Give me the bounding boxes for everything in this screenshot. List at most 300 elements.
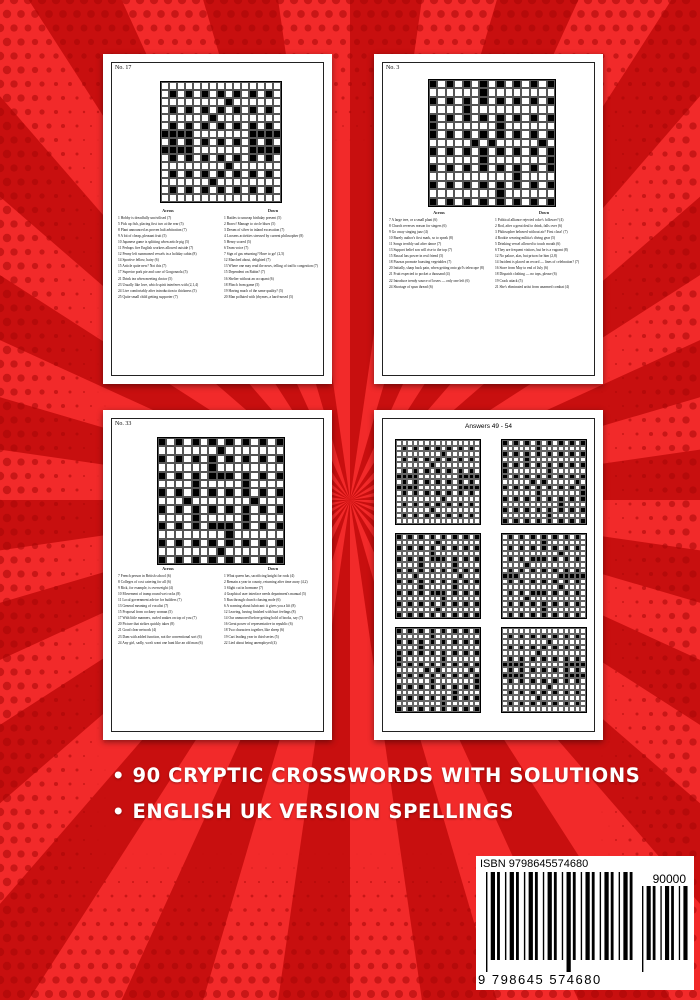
halftone-dot [17, 458, 24, 465]
halftone-dot [622, 657, 624, 659]
halftone-dot [676, 431, 682, 437]
barcode-bar [535, 872, 538, 960]
halftone-dot [102, 935, 107, 940]
halftone-dot [353, 990, 361, 998]
halftone-dot [507, 10, 515, 18]
halftone-dot [98, 560, 99, 561]
grid-square [265, 98, 273, 106]
halftone-dot [54, 278, 58, 282]
clue: 24 Live comfortably after introduction to thickness (5) [118, 288, 197, 293]
clue: 18 Two characters together, like sheep (6) [224, 628, 285, 633]
halftone-dot [675, 990, 683, 998]
halftone-dot [334, 922, 338, 926]
clue: 4 Loosens activities stressed by current philosopher (8) [224, 233, 304, 238]
halftone-dot [32, 655, 38, 661]
halftone-dot [326, 39, 332, 45]
grid-square [538, 105, 546, 113]
halftone-dot [39, 529, 44, 534]
halftone-dot [655, 249, 660, 254]
halftone-dot [363, 111, 365, 113]
black-square [225, 455, 233, 463]
halftone-dot [143, 10, 151, 18]
halftone-dot [39, 921, 44, 926]
black-square [208, 455, 216, 463]
black-square [547, 114, 555, 122]
barcode-bar [533, 872, 534, 960]
grid-square [233, 146, 241, 154]
halftone-dot [39, 417, 44, 422]
halftone-dot [382, 935, 387, 940]
grid-square [169, 162, 177, 170]
halftone-dot [214, 935, 219, 940]
halftone-dot [633, 10, 641, 18]
black-square [479, 198, 487, 206]
barcode-bar [519, 872, 523, 960]
halftone-dot [54, 166, 58, 170]
grid-square [259, 547, 267, 555]
halftone-dot [17, 682, 24, 689]
halftone-dot [649, 152, 653, 156]
halftone-dot [98, 168, 99, 169]
barcode-bar [557, 872, 561, 960]
grid-square [161, 194, 169, 202]
halftone-dot [682, 304, 689, 311]
barcode-bar [486, 872, 487, 972]
halftone-dot [328, 881, 330, 883]
halftone-dot [3, 262, 11, 270]
halftone-dot [249, 25, 256, 32]
black-square [463, 105, 471, 113]
halftone-dot [669, 809, 675, 815]
halftone-dot [669, 417, 675, 423]
black-square [479, 147, 487, 155]
grid-square [217, 98, 225, 106]
halftone-dot [669, 837, 675, 843]
halftone-dot [682, 108, 689, 115]
halftone-dot [676, 739, 682, 745]
halftone-dot [661, 10, 669, 18]
grid-square [488, 164, 496, 172]
black-square [185, 106, 193, 114]
clue: 15 Proposal from cockney woman (5) [118, 610, 173, 615]
halftone-dot [90, 293, 92, 295]
halftone-dot [615, 419, 617, 421]
grid-square [175, 530, 183, 538]
halftone-dot [348, 82, 352, 86]
halftone-dot [655, 221, 660, 226]
halftone-dot [641, 53, 646, 58]
halftone-dot [10, 304, 17, 311]
halftone-dot [46, 487, 51, 492]
black-square [169, 122, 177, 130]
halftone-dot [615, 727, 617, 729]
halftone-dot [83, 839, 85, 841]
halftone-dot [433, 867, 434, 868]
halftone-dot [649, 96, 653, 100]
halftone-dot [25, 81, 31, 87]
halftone-dot [83, 671, 85, 673]
clue: 3 Slight cut in hormone (7) [224, 585, 264, 590]
grid-square [273, 186, 281, 194]
grid-square [538, 97, 546, 105]
grid-square [183, 505, 191, 513]
halftone-dot [628, 222, 631, 225]
halftone-dot [186, 935, 191, 940]
black-square [446, 164, 454, 172]
grid-square [250, 438, 258, 446]
grid-square [273, 170, 281, 178]
halftone-dot [203, 854, 204, 855]
barcode-bar [488, 872, 491, 972]
halftone-dot [635, 152, 638, 155]
halftone-dot [615, 699, 617, 701]
grid-square [183, 463, 191, 471]
black-square [217, 138, 225, 146]
halftone-dot [83, 419, 85, 421]
grid-square [233, 178, 241, 186]
halftone-dot [682, 444, 689, 451]
halftone-dot [83, 195, 85, 197]
halftone-dot [609, 574, 610, 575]
grid-square [193, 194, 201, 202]
halftone-dot [222, 922, 226, 926]
halftone-dot [115, 990, 123, 998]
halftone-dot [68, 670, 71, 673]
black-square [175, 472, 183, 480]
halftone-dot [32, 207, 38, 213]
halftone-dot [682, 80, 689, 87]
halftone-dot [89, 68, 94, 73]
halftone-dot [68, 390, 71, 393]
halftone-dot [68, 110, 71, 113]
barcode-bar [497, 872, 500, 960]
halftone-dot [75, 236, 78, 239]
grid-square [234, 539, 242, 547]
clue: 2 Rod, after a great deal to drink, falls over (6) [495, 223, 563, 228]
halftone-dot [32, 935, 38, 941]
halftone-dot [621, 68, 626, 73]
grid-square [183, 530, 191, 538]
barcode-bar [567, 872, 571, 972]
grid-square [249, 162, 257, 170]
grid-square [538, 189, 546, 197]
grid-square [200, 488, 208, 496]
halftone-dot [200, 935, 205, 940]
halftone-dot [682, 416, 689, 423]
halftone-dot [158, 39, 164, 45]
halftone-dot [276, 976, 283, 983]
halftone-dot [655, 585, 660, 590]
grid-square [169, 82, 177, 90]
black-square [265, 122, 273, 130]
halftone-dot [61, 740, 65, 744]
grid-square [471, 164, 479, 172]
black-square [547, 80, 555, 88]
grid-square [209, 122, 217, 130]
halftone-dot [186, 39, 192, 45]
halftone-dot [223, 895, 226, 898]
halftone-dot [25, 249, 31, 255]
halftone-dot [662, 823, 667, 828]
halftone-dot [185, 10, 193, 18]
halftone-dot [10, 752, 17, 759]
halftone-dot [90, 461, 92, 463]
grid-square [505, 88, 513, 96]
halftone-dot [39, 81, 44, 86]
halftone-dot [178, 976, 185, 983]
halftone-dot [403, 25, 410, 32]
halftone-dot [68, 306, 71, 309]
halftone-dot [270, 963, 277, 970]
halftone-dot [32, 319, 38, 325]
halftone-dot [61, 180, 65, 184]
across-heading: Across [433, 210, 445, 215]
halftone-dot [75, 712, 78, 715]
halftone-dot [54, 502, 58, 506]
halftone-dot [647, 990, 655, 998]
halftone-dot [628, 334, 631, 337]
black-square [496, 130, 504, 138]
halftone-dot [32, 739, 38, 745]
halftone-dot [689, 178, 696, 185]
halftone-dot [25, 837, 31, 843]
halftone-dot [83, 811, 85, 813]
grid-square [209, 154, 217, 162]
halftone-dot [101, 10, 109, 18]
grid-square [249, 114, 257, 122]
black-square [276, 539, 284, 547]
halftone-dot [655, 53, 660, 58]
grid-square [437, 130, 445, 138]
grid-square [580, 706, 586, 712]
halftone-dot [90, 601, 92, 603]
black-square [513, 181, 521, 189]
halftone-dot [682, 808, 689, 815]
grid-square [193, 186, 201, 194]
halftone-dot [343, 854, 344, 855]
halftone-dot [602, 812, 603, 813]
barcode-bar [552, 872, 553, 960]
halftone-dot [10, 612, 17, 619]
answer-grid [395, 439, 481, 525]
grid-square [175, 480, 183, 488]
halftone-dot [25, 949, 31, 955]
halftone-dot [214, 39, 220, 45]
black-square [259, 472, 267, 480]
grid-square [454, 88, 462, 96]
grid-square [185, 194, 193, 202]
halftone-dot [577, 10, 585, 18]
halftone-dot [3, 318, 11, 326]
black-square [257, 130, 265, 138]
black-square [446, 130, 454, 138]
halftone-dot [39, 473, 44, 478]
halftone-dot [132, 881, 134, 883]
halftone-dot [54, 810, 58, 814]
grid-square [488, 172, 496, 180]
halftone-dot [321, 895, 324, 898]
halftone-dot [10, 416, 17, 423]
grid-square [505, 189, 513, 197]
halftone-dot [46, 907, 51, 912]
halftone-dot [241, 990, 249, 998]
clue: 20 Initially, sharp back pain, when getting onto girl's telescope (8) [389, 266, 485, 271]
halftone-dot [97, 895, 100, 898]
halftone-dot [655, 193, 660, 198]
halftone-dot [82, 82, 86, 86]
halftone-dot [75, 768, 78, 771]
halftone-dot [609, 854, 610, 855]
black-square [429, 164, 437, 172]
halftone-dot [90, 685, 92, 687]
halftone-dot [123, 25, 130, 32]
halftone-dot [217, 854, 218, 855]
grid-square [250, 505, 258, 513]
grid-square [225, 480, 233, 488]
clue: 21 She's eliminated artist from unarmed combat (4) [495, 284, 570, 289]
barcode-bar [576, 872, 580, 960]
halftone-dot [32, 347, 38, 353]
grid-square [161, 106, 169, 114]
halftone-dot [669, 305, 675, 311]
grid-square [225, 90, 233, 98]
grid-square [250, 446, 258, 454]
halftone-dot [609, 154, 610, 155]
black-square [183, 497, 191, 505]
halftone-dot [649, 292, 653, 296]
halftone-dot [61, 488, 65, 492]
halftone-dot [25, 781, 31, 787]
halftone-dot [615, 307, 617, 309]
halftone-dot [61, 404, 65, 408]
black-square [513, 80, 521, 88]
halftone-dot [325, 10, 333, 18]
halftone-dot [634, 39, 640, 45]
grid-square [166, 472, 174, 480]
halftone-dot [144, 935, 149, 940]
barcode-bar [585, 872, 589, 960]
halftone-dot [61, 152, 65, 156]
black-square [446, 114, 454, 122]
across-heading: Across [162, 566, 174, 571]
halftone-dot [334, 82, 338, 86]
grid-square [488, 156, 496, 164]
halftone-dot [622, 853, 624, 855]
halftone-dot [172, 963, 179, 970]
grid-square [437, 114, 445, 122]
halftone-dot [83, 111, 85, 113]
halftone-dot [32, 851, 38, 857]
clue: 9 A bit of cheap, pleasant fruit (5) [118, 233, 167, 238]
halftone-dot [455, 854, 456, 855]
halftone-dot [628, 726, 631, 729]
grid-square [175, 463, 183, 471]
halftone-dot [581, 854, 582, 855]
halftone-dot [264, 922, 268, 926]
clue: 6 A warning about lubricant: it gives you a lift (8) [224, 604, 296, 609]
halftone-dot [622, 573, 624, 575]
halftone-dot [381, 990, 389, 998]
grid-square [496, 172, 504, 180]
black-square [479, 156, 487, 164]
grid-square [175, 446, 183, 454]
halftone-dot [87, 990, 95, 998]
halftone-dot [635, 656, 638, 659]
halftone-dot [32, 39, 38, 45]
halftone-dot [227, 10, 235, 18]
halftone-dot [90, 657, 92, 659]
black-square [185, 138, 193, 146]
halftone-dot [460, 922, 464, 926]
halftone-dot [335, 867, 336, 868]
halftone-dot [10, 780, 17, 787]
grid-square [217, 438, 225, 446]
grid-square [273, 122, 281, 130]
grid-square [446, 122, 454, 130]
black-square [233, 170, 241, 178]
barcode-bar [680, 886, 683, 972]
halftone-dot [25, 893, 31, 899]
halftone-dot [45, 990, 53, 998]
grid-square [488, 88, 496, 96]
halftone-dot [3, 990, 11, 998]
black-square [158, 472, 166, 480]
clue: 22 Introduce trendy source of losers — only one left (6) [389, 278, 470, 283]
halftone-dot [10, 976, 17, 983]
halftone-dot [10, 136, 17, 143]
halftone-dot [642, 250, 646, 254]
halftone-dot [592, 39, 598, 45]
halftone-dot [17, 794, 24, 801]
grid-square [201, 162, 209, 170]
halftone-dot [60, 39, 66, 45]
halftone-dot [83, 335, 85, 337]
clue: 7 A large tree, or a small plant (6) [389, 217, 438, 222]
halftone-dot [10, 864, 17, 871]
halftone-dot [10, 192, 17, 199]
black-square [192, 438, 200, 446]
halftone-dot [61, 600, 65, 604]
halftone-dot [46, 95, 51, 100]
halftone-dot [391, 895, 394, 898]
halftone-dot [32, 907, 38, 913]
halftone-dot [24, 976, 31, 983]
halftone-dot [292, 922, 296, 926]
halftone-dot [186, 963, 193, 970]
halftone-dot [39, 893, 44, 898]
halftone-dot [635, 712, 638, 715]
halftone-dot [96, 922, 100, 926]
black-square [429, 181, 437, 189]
halftone-dot [689, 150, 696, 157]
grid-square [208, 547, 216, 555]
halftone-dot [439, 908, 443, 912]
halftone-dot [83, 139, 85, 141]
halftone-dot [655, 25, 662, 32]
black-square [530, 147, 538, 155]
halftone-dot [689, 430, 696, 437]
black-square [250, 497, 258, 505]
halftone-dot [98, 392, 99, 393]
black-square [169, 130, 177, 138]
halftone-dot [609, 350, 610, 351]
halftone-dot [676, 319, 682, 325]
grid-square [538, 114, 546, 122]
grid-square [249, 178, 257, 186]
halftone-dot [405, 867, 406, 868]
grid-square [488, 80, 496, 88]
grid-square [193, 130, 201, 138]
